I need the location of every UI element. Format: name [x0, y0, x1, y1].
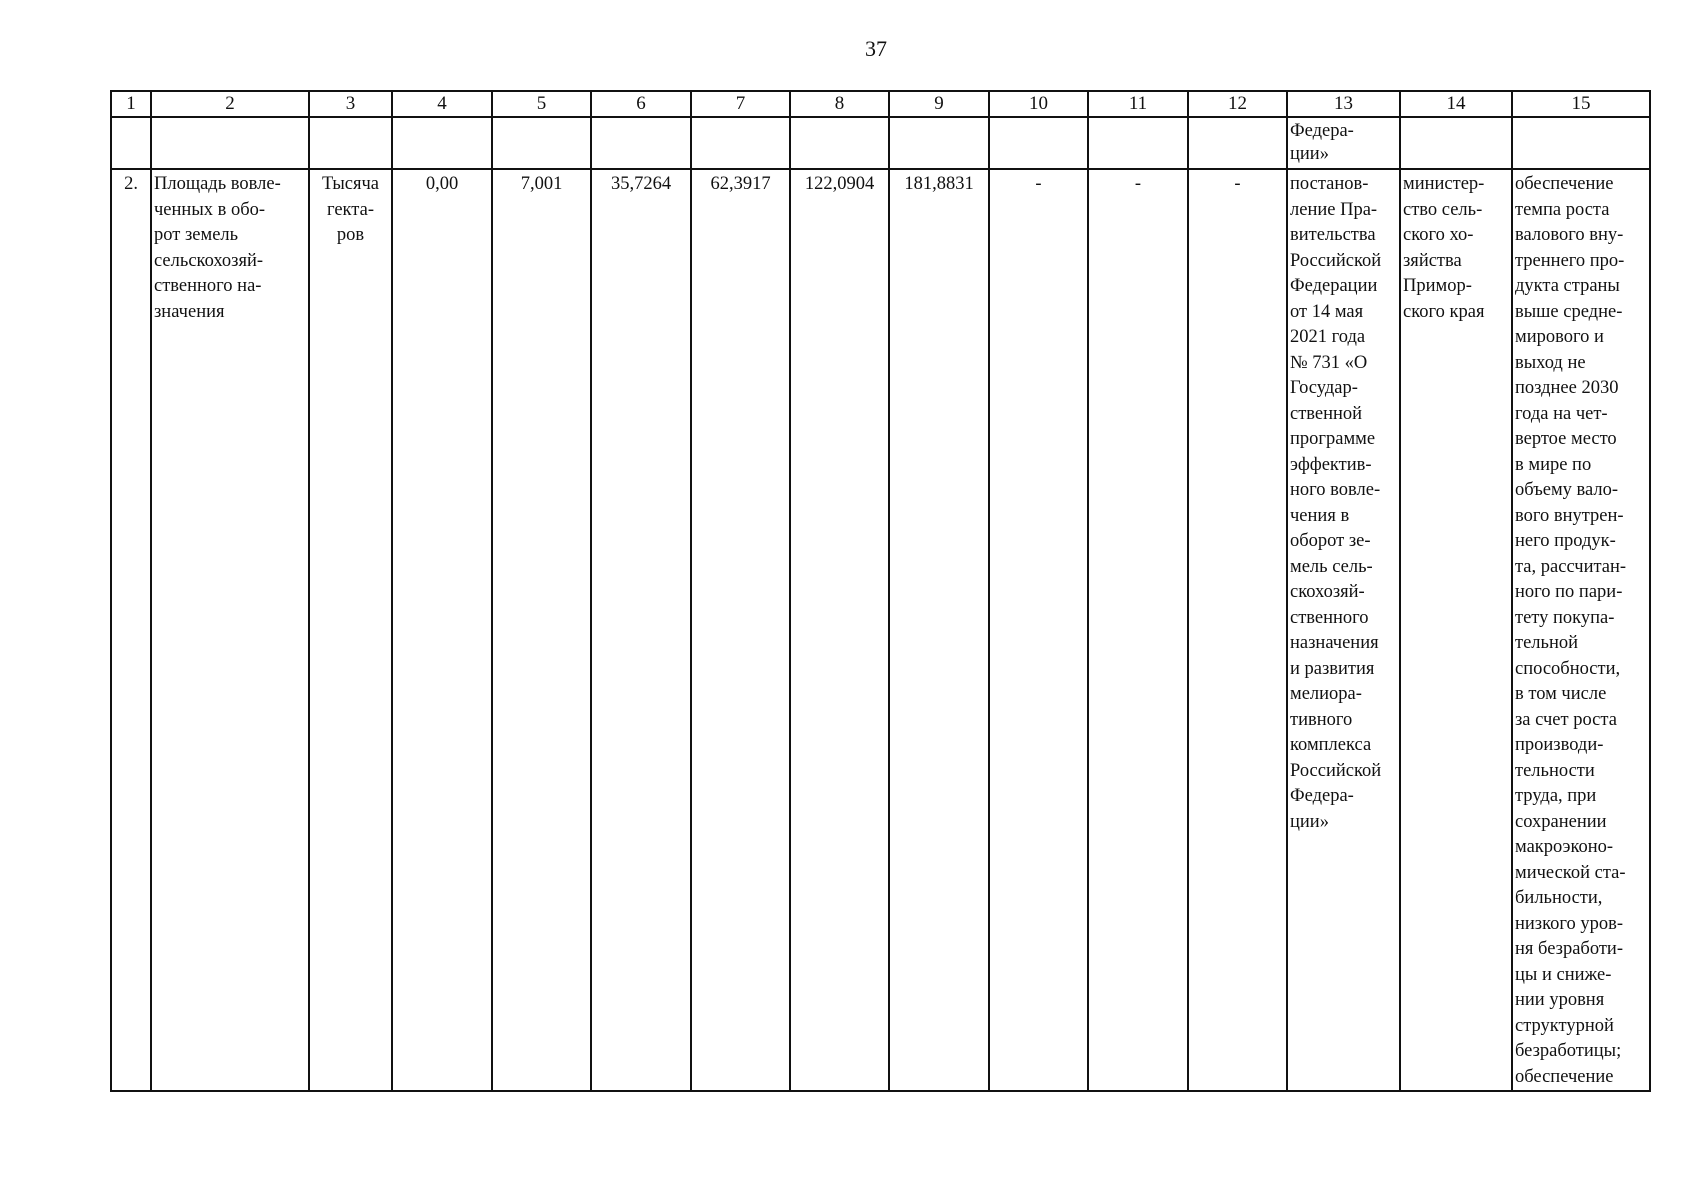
continuation-text: Федера- ции»	[1290, 121, 1354, 164]
cont-cell-2	[151, 117, 309, 169]
document-cell	[1287, 169, 1400, 1091]
unit-of-measure: Тысяча гекта- ров	[321, 174, 380, 245]
col-header-13: 13	[1287, 91, 1400, 117]
value-col-6: 35,7264	[591, 169, 691, 1091]
cont-cell-12	[1188, 117, 1287, 169]
value-col-10: -	[989, 169, 1088, 1091]
page-number: 37	[865, 36, 887, 61]
col-header-12: 12	[1188, 91, 1287, 117]
table-row	[111, 169, 1650, 1091]
value-col-12: -	[1188, 169, 1287, 1091]
value-col-9: 181,8831	[889, 169, 989, 1091]
col-header-8: 8	[790, 91, 889, 117]
cont-cell-9	[889, 117, 989, 169]
indicator-name-cell	[151, 169, 309, 1091]
col-header-14: 14	[1400, 91, 1512, 117]
column-number-row	[111, 91, 1650, 117]
cont-cell-4	[392, 117, 492, 169]
indicator-table	[110, 90, 1651, 1092]
responsible-body: министер- ство сель- ского хо- зяйства Примор- ского края	[1403, 174, 1485, 322]
cont-cell-10	[989, 117, 1088, 169]
value-col-7: 62,3917	[691, 169, 790, 1091]
value-col-4: 0,00	[392, 169, 492, 1091]
col-header-11: 11	[1088, 91, 1188, 117]
col-header-4: 4	[392, 91, 492, 117]
unit-cell	[309, 169, 392, 1091]
indicator-name: Площадь вовле- ченных в обо- рот земель сельскохозяй- ственного на- значения	[154, 174, 281, 322]
value-col-8: 122,0904	[790, 169, 889, 1091]
cont-cell-8	[790, 117, 889, 169]
cont-cell-15	[1512, 117, 1650, 169]
cont-cell-11	[1088, 117, 1188, 169]
cont-cell-1	[111, 117, 151, 169]
col-header-7: 7	[691, 91, 790, 117]
value-col-11: -	[1088, 169, 1188, 1091]
col-header-15: 15	[1512, 91, 1650, 117]
national-goal: обеспечение темпа роста валового вну- треннего про- дукта страны выше средне- мирового и выход не позднее 2030 года на чет- вертое место в мире по объему вало- вого внутрен- него продук- та, рассчитан- ного по пари- тету покупа- тельной способности, в том числе за счет роста производи- тельности труда, при сохранении макроэконо- мической ста- бильности, низкого уров- ня безработи- цы и сниже- нии уровня структурной безработицы; обеспечение	[1515, 174, 1627, 1087]
document-reference: постанов- ление Пра- вительства Российской Федерации от 14 мая 2021 года № 731 «О Государ- ственной программе эффектив- ного вовле- чения в оборот зе- мель сель- скохозяй- ственного назначения и развития мелиора- тивного комплекса Российской Федера- ции»	[1290, 174, 1382, 832]
col-header-9: 9	[889, 91, 989, 117]
cont-cell-6	[591, 117, 691, 169]
value-col-5: 7,001	[492, 169, 591, 1091]
col-header-2: 2	[151, 91, 309, 117]
cont-cell-7	[691, 117, 790, 169]
row-number: 2.	[111, 169, 151, 1091]
col-header-6: 6	[591, 91, 691, 117]
goal-cell	[1512, 169, 1650, 1091]
col-header-1: 1	[111, 91, 151, 117]
col-header-3: 3	[309, 91, 392, 117]
continuation-row	[111, 117, 1650, 169]
cont-cell-3	[309, 117, 392, 169]
cont-cell-5	[492, 117, 591, 169]
responsible-cell	[1400, 169, 1512, 1091]
col-header-5: 5	[492, 91, 591, 117]
cont-cell-14	[1400, 117, 1512, 169]
cont-cell-13	[1287, 117, 1400, 169]
col-header-10: 10	[989, 91, 1088, 117]
